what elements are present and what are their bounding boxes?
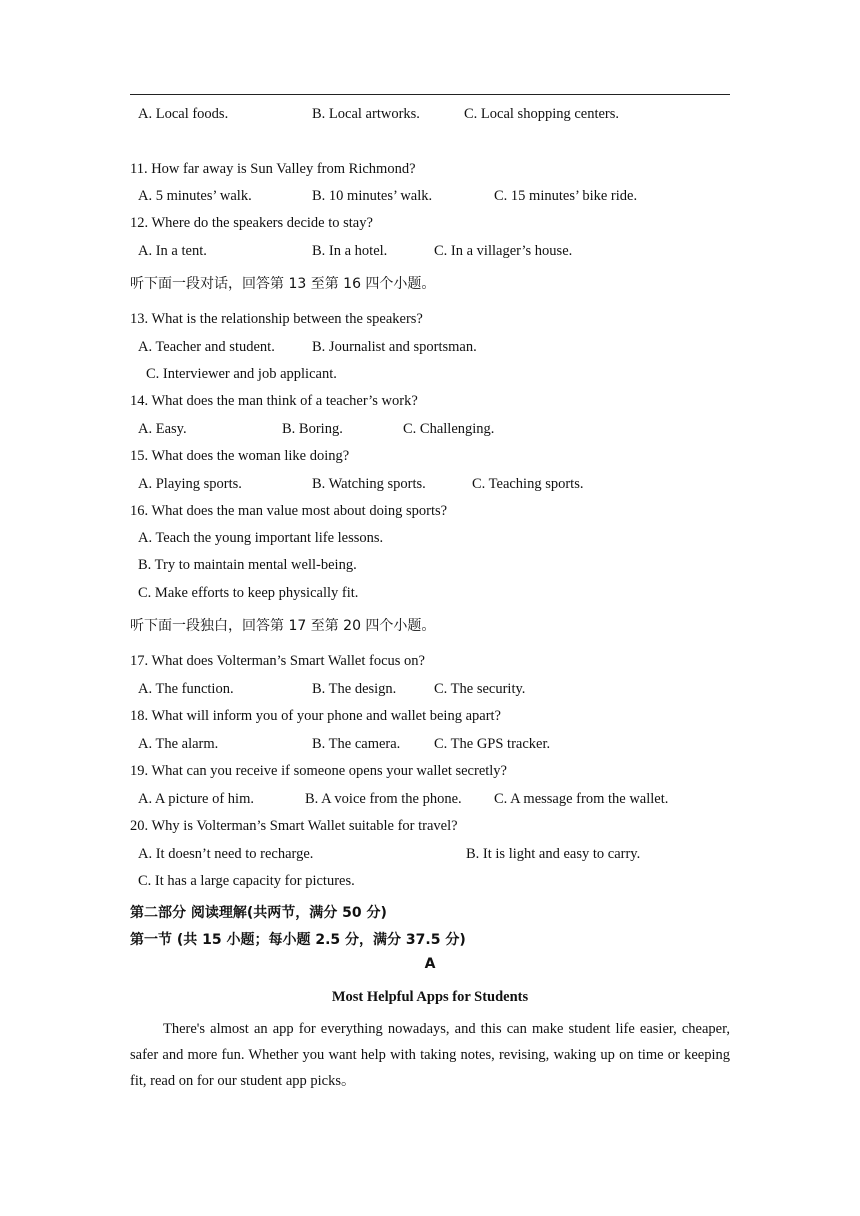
- q11-option-a: A. 5 minutes’ walk.: [138, 188, 252, 204]
- q11-option-c: C. 15 minutes’ bike ride.: [494, 188, 638, 204]
- q19-option-a: A. A picture of him.: [138, 791, 254, 807]
- q11-stem: 11. How far away is Sun Valley from Richmond?: [130, 161, 416, 177]
- q16-stem: 16. What does the man value most about doing sports?: [130, 503, 448, 519]
- instruction-13-16: 听下面一段对话，回答第 13 至第 16 四个小题。: [130, 276, 436, 292]
- q10-option-c: C. Local shopping centers.: [464, 106, 620, 122]
- q12-option-b: B. In a hotel.: [312, 243, 388, 259]
- section1-heading: 第一节 (共 15 小题；每小题 2.5 分，满分 37.5 分): [130, 932, 466, 948]
- q13-option-c: C. Interviewer and job applicant.: [146, 366, 337, 382]
- q12-option-c: C. In a villager’s house.: [434, 243, 573, 259]
- header-rule: [130, 94, 730, 95]
- q16-option-a: A. Teach the young important life lessons.: [138, 530, 384, 546]
- q13-option-b: B. Journalist and sportsman.: [312, 339, 477, 355]
- q19-stem: 19. What can you receive if someone opens your wallet secretly?: [130, 763, 507, 779]
- q20-option-b: B. It is light and easy to carry.: [466, 846, 641, 862]
- q15-option-b: B. Watching sports.: [312, 476, 426, 492]
- q12-stem: 12. Where do the speakers decide to stay?: [130, 215, 373, 231]
- q18-option-c: C. The GPS tracker.: [434, 736, 551, 752]
- q16-option-c: C. Make efforts to keep physically fit.: [138, 585, 359, 601]
- q14-option-b: B. Boring.: [282, 421, 343, 437]
- q18-stem: 18. What will inform you of your phone and wallet being apart?: [130, 708, 501, 724]
- q20-option-c: C. It has a large capacity for pictures.: [138, 873, 355, 889]
- q15-stem: 15. What does the woman like doing?: [130, 448, 350, 464]
- q14-stem: 14. What does the man think of a teacher’s work?: [130, 393, 418, 409]
- q16-option-b: B. Try to maintain mental well-being.: [138, 557, 357, 573]
- q19-option-c: C. A message from the wallet.: [494, 791, 669, 807]
- instruction-17-20: 听下面一段独白，回答第 17 至第 20 四个小题。: [130, 618, 436, 634]
- q17-option-c: C. The security.: [434, 681, 526, 697]
- passage-letter: A: [424, 956, 436, 972]
- q10-option-a: A. Local foods.: [138, 106, 229, 122]
- q17-option-a: A. The function.: [138, 681, 234, 697]
- q20-option-a: A. It doesn’t need to recharge.: [138, 846, 314, 862]
- q18-option-a: A. The alarm.: [138, 736, 219, 752]
- q12-option-a: A. In a tent.: [138, 243, 207, 259]
- q20-stem: 20. Why is Volterman’s Smart Wallet suitable for travel?: [130, 818, 458, 834]
- q14-option-a: A. Easy.: [138, 421, 187, 437]
- q14-option-c: C. Challenging.: [403, 421, 495, 437]
- q13-option-a: A. Teacher and student.: [138, 339, 275, 355]
- q17-stem: 17. What does Volterman’s Smart Wallet focus on?: [130, 653, 425, 669]
- q17-option-b: B. The design.: [312, 681, 397, 697]
- q19-option-b: B. A voice from the phone.: [305, 791, 462, 807]
- q15-option-c: C. Teaching sports.: [472, 476, 584, 492]
- q18-option-b: B. The camera.: [312, 736, 401, 752]
- q15-option-a: A. Playing sports.: [138, 476, 242, 492]
- passage-paragraph: There's almost an app for everything nowadays, and this can make student life easier, cheaper, safer and more fun. Whether you want help with taking notes, revising, waking up on time or keeping fit, read on for our student app picks。: [130, 1021, 730, 1089]
- q13-stem: 13. What is the relationship between the speakers?: [130, 311, 423, 327]
- passage-title: Most Helpful Apps for Students: [331, 989, 529, 1005]
- q11-option-b: B. 10 minutes’ walk.: [312, 188, 433, 204]
- part2-heading: 第二部分 阅读理解(共两节，满分 50 分): [130, 905, 387, 921]
- q10-option-b: B. Local artworks.: [312, 106, 420, 122]
